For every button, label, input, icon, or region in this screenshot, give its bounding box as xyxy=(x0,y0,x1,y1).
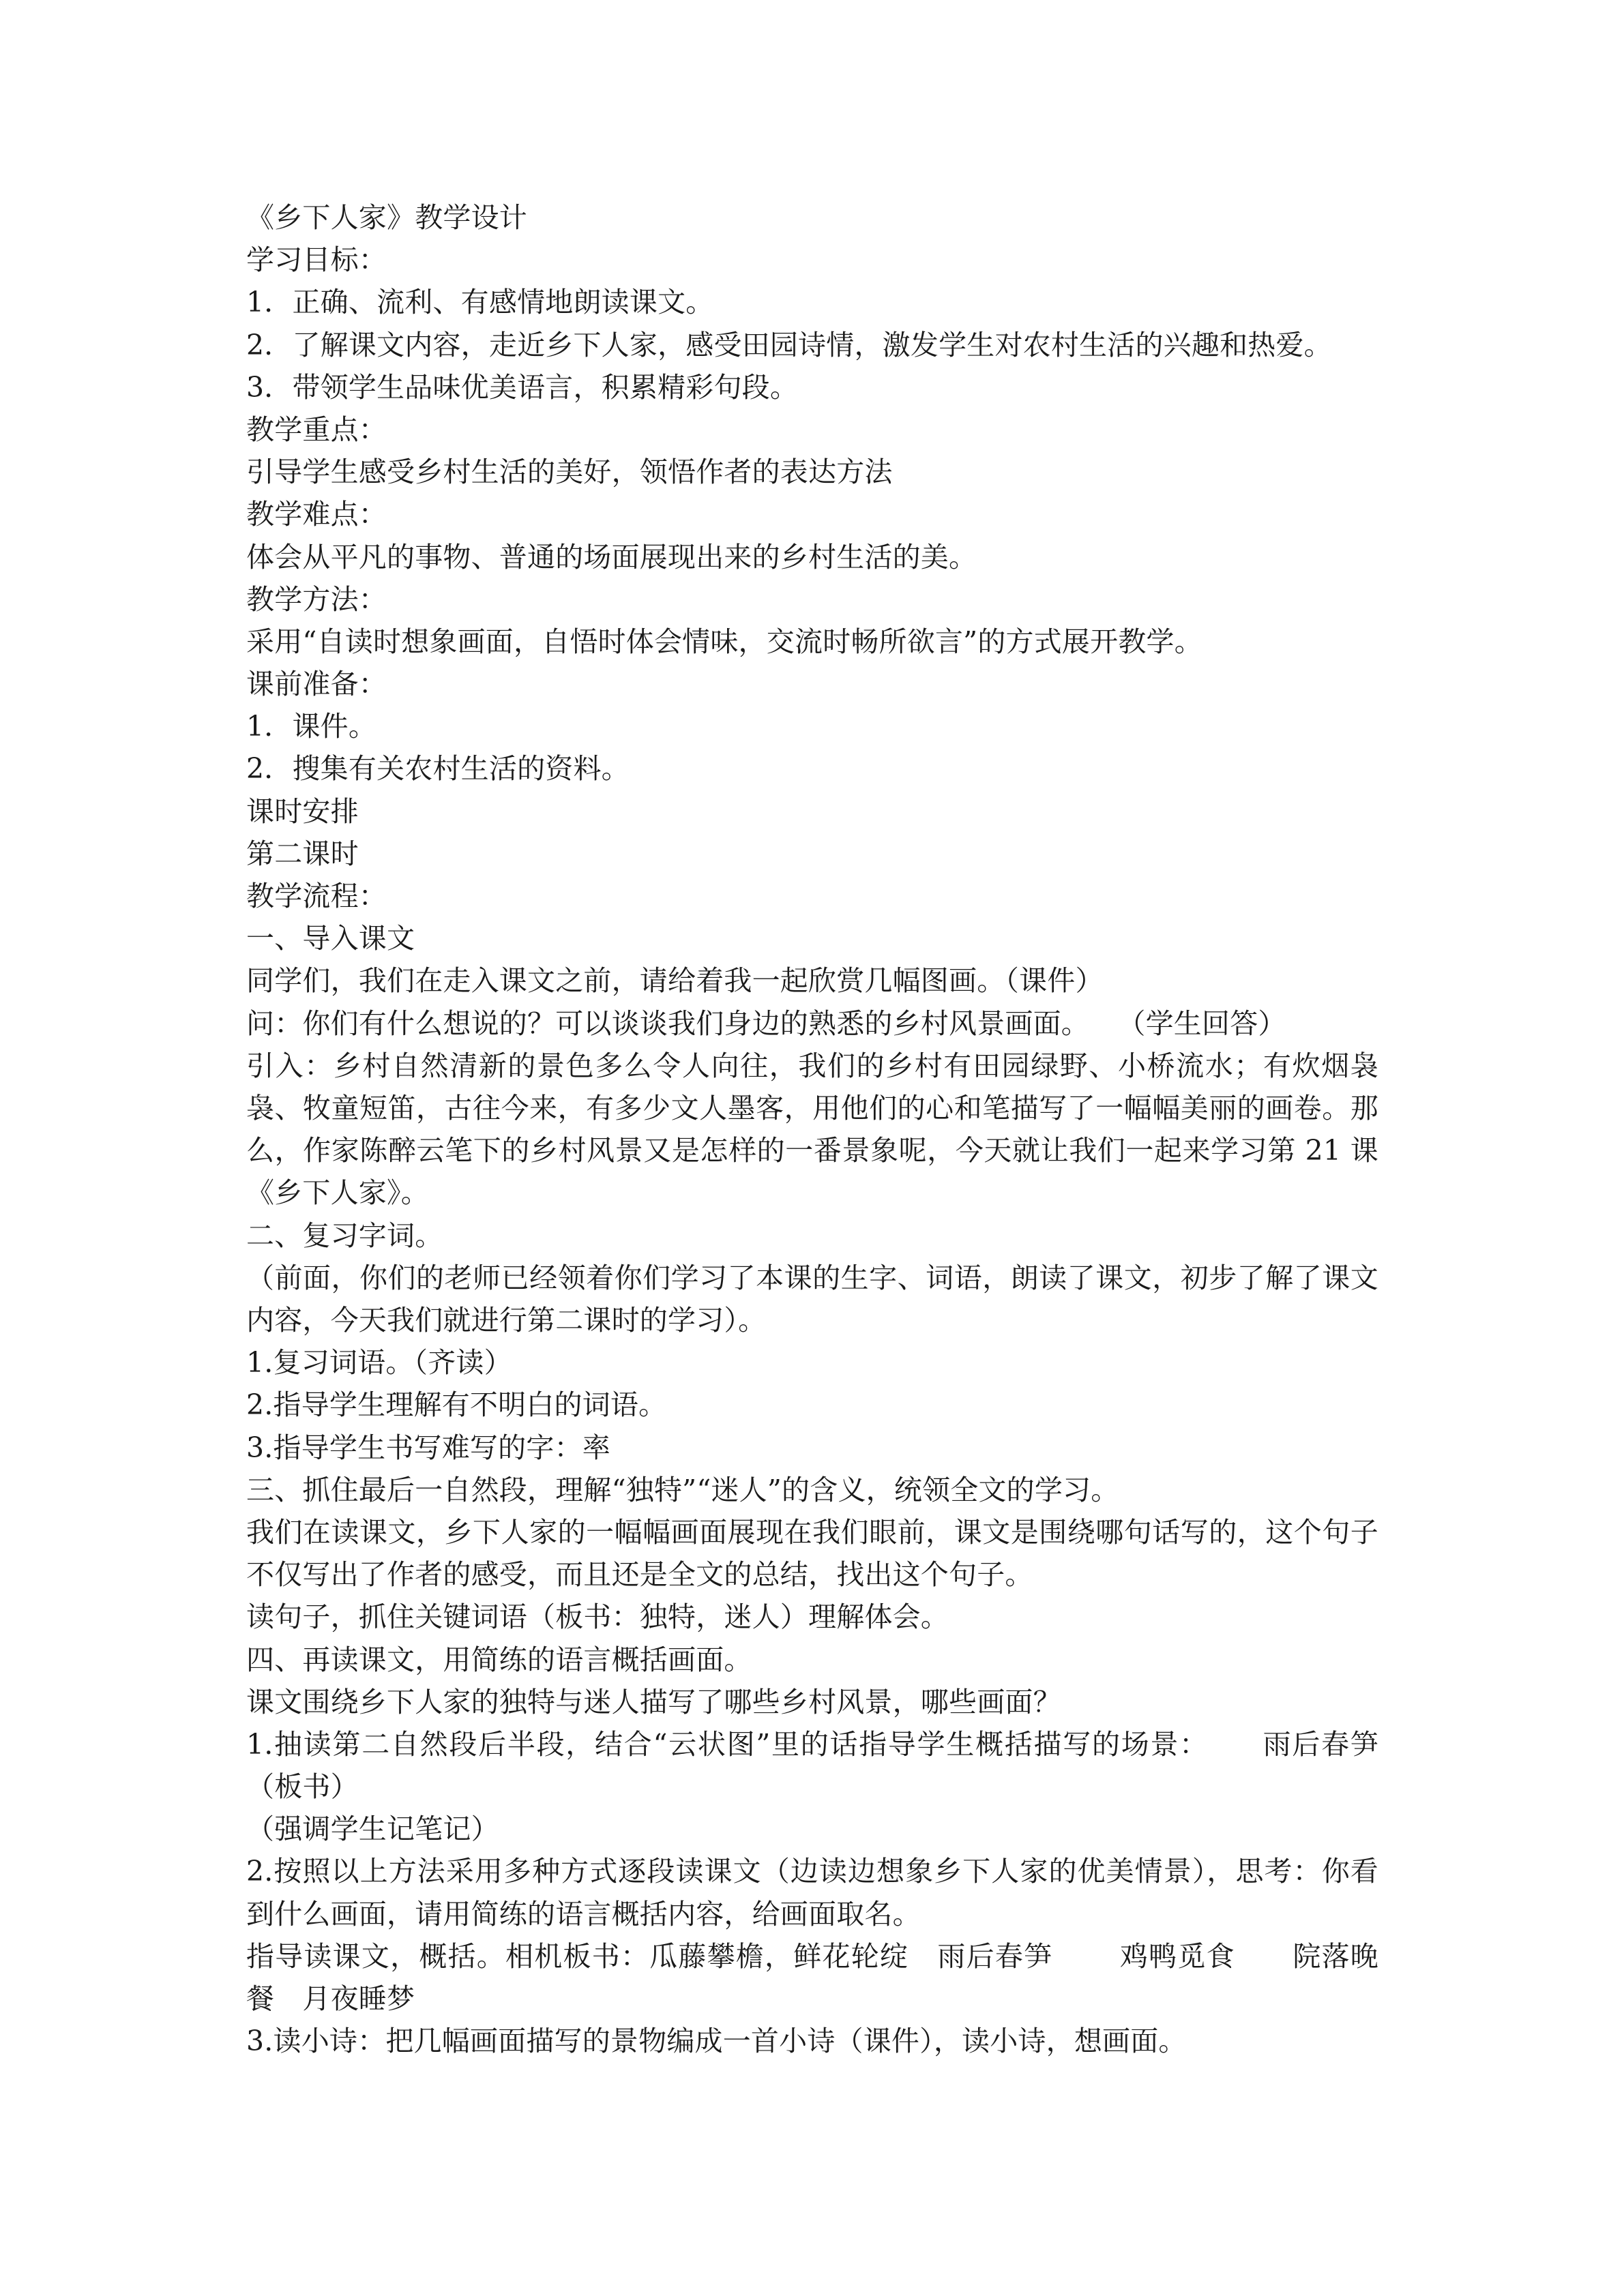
schedule-heading: 课时安排 xyxy=(246,794,359,828)
list-item: 1.复习词语。（齐读） xyxy=(246,1346,512,1380)
paragraph: 课文围绕乡下人家的独特与迷人描写了哪些乡村风景，哪些画面？ xyxy=(246,1685,1061,1718)
preparation-item: 2．搜集有关农村生活的资料。 xyxy=(246,752,630,786)
paragraph: （前面，你们的老师已经领着你们学习了本课的生字、词语，朗读了课文，初步了解了课文内容，今天我们就进行第二课时的学习）。 xyxy=(246,1261,1378,1337)
list-item: 1.抽读第二自然段后半段，结合“云状图”里的话指导学生概括描写的场景： 雨后春笋（板书） xyxy=(246,1727,1378,1804)
process-heading: 教学流程： xyxy=(246,880,387,912)
list-item: 2.指导学生理解有不明白的词语。 xyxy=(246,1388,667,1422)
difficulties-heading: 教学难点： xyxy=(246,498,387,531)
note: （强调学生记笔记） xyxy=(246,1813,499,1846)
paragraph: 问：你们有什么想说的？可以谈谈我们身边的熟悉的乡村风景画面。 （学生回答） xyxy=(246,1007,1286,1040)
list-item: 3.读小诗：把几幅画面描写的景物编成一首小诗（课件），读小诗，想画面。 xyxy=(246,2025,1187,2058)
paragraph: 同学们，我们在走入课文之前，请给着我一起欣赏几幅图画。（课件） xyxy=(246,964,1104,998)
list-item: 2.按照以上方法采用多种方式逐段读课文（边读边想象乡下人家的优美情景），思考：你看到什么画面，请用简练的语言概括内容，给画面取名。 xyxy=(246,1855,1378,1930)
key-points-text: 引导学生感受乡村生活的美好，领悟作者的表达方法 xyxy=(246,456,893,489)
difficulties-text: 体会从平凡的事物、普通的场面展现出来的乡村生活的美。 xyxy=(246,540,977,573)
preparation-heading: 课前准备： xyxy=(246,668,387,701)
section-heading: 三、抓住最后一自然段，理解“独特”“迷人”的含义，统领全文的学习。 xyxy=(246,1473,1119,1506)
paragraph: 我们在读课文，乡下人家的一幅幅画面展现在我们眼前，课文是围绕哪句话写的，这个句子不仅写出了作者的感受，而且还是全文的总结，找出这个句子。 xyxy=(246,1515,1378,1592)
document-body xyxy=(246,196,1378,2062)
preparation-item: 1．课件。 xyxy=(246,710,377,743)
paragraph: 引入：乡村自然清新的景色多么令人向往，我们的乡村有田园绿野、小桥流水；有炊烟袅袅、牧童短笛，古往今来，有多少文人墨客，用他们的心和笔描写了一幅幅美丽的画卷。那么，作家陈醉云笔下的乡村风景又是怎样的一番景象呢，今天就让我们一起来学习第 21 课《乡下人家》。 xyxy=(246,1049,1378,1210)
objective-item: 3．带领学生品味优美语言，积累精彩句段。 xyxy=(246,370,799,404)
paragraph: 指导读课文，概括。相机板书：瓜藤攀檐，鲜花轮绽 雨后春笋 鸡鸭觅食 院落晚餐 月夜睡梦 xyxy=(246,1939,1378,2016)
list-item: 3.指导学生书写难写的字：率 xyxy=(246,1431,610,1464)
method-text: 采用“自读时想象画面，自悟时体会情味，交流时畅所欲言”的方式展开教学。 xyxy=(246,625,1202,658)
paragraph: 读句子，抓住关键词语（板书：独特，迷人）理解体会。 xyxy=(246,1600,949,1634)
section-heading: 四、再读课文，用简练的语言概括画面。 xyxy=(246,1643,752,1676)
section-heading: 二、复习字词。 xyxy=(246,1219,443,1252)
objective-item: 2．了解课文内容，走近乡下人家，感受田园诗情，激发学生对农村生活的兴趣和热爱。 xyxy=(246,328,1332,361)
document-title: 《乡下人家》教学设计 xyxy=(246,201,527,234)
objectives-heading: 学习目标： xyxy=(246,243,387,277)
method-heading: 教学方法： xyxy=(246,582,387,616)
objective-item: 1．正确、流利、有感情地朗读课文。 xyxy=(246,286,714,319)
section-heading: 一、导入课文 xyxy=(246,922,415,955)
lesson-label: 第二课时 xyxy=(246,837,359,870)
key-points-heading: 教学重点： xyxy=(246,413,387,446)
